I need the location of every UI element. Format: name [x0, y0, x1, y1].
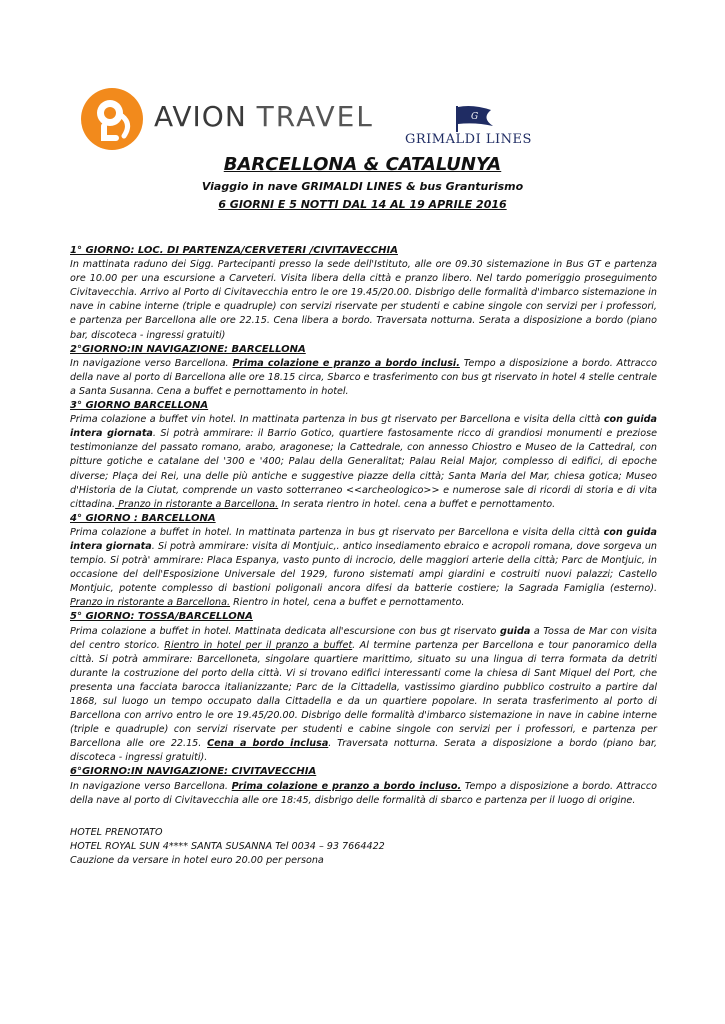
guide-note: con guida intera giornata: [70, 414, 658, 440]
day-description: In mattinata raduno dei Sigg. Partecipanti presso la sede dell'Istituto, alle ore 09.30 sistemazione in Bus GT e partenza ore 10.00 per una escursione a Carveteri. Visita libera della città e pranzo libero. Nel tardo pomeriggio proseguimento Civitavecchia. Arrivo al Porto di Civitavecchia entro le ore 19.45/20.00. Disbrigo delle formalità d'imbarco sistemazione in nave in cabine interne (triple e quadruple) con servizi riservate per studenti e cabine singole con servizi per i professori, e partenza per Barcellona alle ore 22.15. Cena libera a bordo. Traversata notturna. Serata a disposizione a bordo (piano bar, discoteca - ingressi gratuiti): [70, 259, 657, 341]
logo-word-travel: TRAVEL: [256, 100, 374, 133]
day-text: In serata rientro in hotel. cena a buffet e pernottamento.: [278, 498, 556, 510]
day-text: In navigazione verso Barcellona.: [70, 357, 233, 369]
included-meals-note: Prima colazione e pranzo a bordo inclusi.: [232, 357, 460, 369]
day-text: Prima colazione a buffet in hotel. In mattinata partenza in bus gt riservato per Barcellona e visita della città: [70, 526, 604, 538]
hotel-deposit: Cauzione da versare in hotel euro 20.00 per persona: [70, 854, 324, 866]
day-heading: 2°GIORNO:IN NAVIGAZIONE: BARCELLONA: [70, 343, 306, 355]
day-description: [70, 625, 657, 766]
grimaldi-lines-logo: [405, 104, 555, 152]
day-text: . Traversata notturna. Serata a disposizione a bordo (piano bar, discoteca - ingressi gratuiti).: [70, 738, 657, 764]
day-text: Tempo a disposizione a bordo. Attracco della nave al porto di Civitavecchia alle ore 18:45, disbrigo delle formalità di sbarco e partenza per il luogo di origine.: [70, 780, 657, 806]
day-description: [70, 357, 657, 399]
day-text: Tempo a disposizione a bordo. Attracco della nave al porto di Barcellona alle ore 18.15 circa, Sbarco e trasferimento con bus gt riservato in hotel 4 stelle centrale a Santa Susanna. Cena a buffet e pernottamento in hotel.: [70, 357, 657, 397]
hotel-info: [70, 826, 657, 868]
day-description: [70, 413, 657, 512]
day-section: [70, 343, 657, 399]
day-text: Prima colazione a buffet vin hotel. In mattinata partenza in bus gt riservato per Barcellona e visita della città: [70, 414, 604, 426]
hotel-label: HOTEL PRENOTATO: [70, 826, 163, 838]
included-meals-note: Prima colazione e pranzo a bordo incluso.: [231, 780, 462, 792]
page-title: BARCELLONA & CATALUNYA: [223, 154, 502, 175]
day-text: a Tossa de Mar con visita del centro storico.: [70, 625, 658, 651]
day-text: In navigazione verso Barcellona.: [70, 780, 232, 792]
day-text: . Si potrà ammirare: visita di Montjuic,. antico insediamento ebraico e acropoli romana, dove sorgeva un tempio. Si potrà' ammirare: Placa Espanya, vasto punto di incrocio, delle maggiori arterie della città; Parc de Montjuic, in occasione del dell'Esposizione Universale del 1929, furono sistemati ampi giardini e costruiti nuovi palazzi; Castello Montjuic, potente complesso di bastioni poligonali ancora difesi da batterie costiere; la Sagrada Famiglia (esterno).: [70, 540, 657, 595]
day-description: [70, 780, 657, 808]
svg-text:G: G: [471, 112, 479, 122]
avion-travel-logo: [80, 86, 400, 156]
itinerary: [70, 244, 657, 868]
day-text: Prima colazione a buffet in hotel. Mattinata dedicata all'escursione con bus gt riservato: [70, 625, 500, 637]
day-section: [70, 244, 657, 343]
grimaldi-flag-icon: [451, 104, 499, 132]
guide-note: guida: [499, 625, 531, 637]
day-section: [70, 765, 657, 807]
avion-travel-logo-icon: [80, 86, 144, 152]
guide-note: con guida intera giornata: [70, 526, 657, 552]
lunch-note: Pranzo in ristorante a Barcellona.: [70, 597, 231, 609]
day-text: . Si potrà ammirare: il Barrio Gotico, quartiere fastosamente ricco di grandiosi monumenti e preziose testimonianze del passato romano, arabo, aragonese; la Cattedrale, con annesso Chiostro e Museo de la Cattedral, con pitture gotiche e catalane del '300 e '400; Palau della Generalitat; Palau Reial Major, complesso di edifici, di epoche diverse; Plaça dei Rei, una delle più antiche e suggestive piazze della città; Santa Maria del Mar, chiesa gotica; Museo d'Historia de la Ciutat, comprende un vasto sotterraneo <<archeologico>> e numerose sale di ricordi di storia e di vita cittadina.: [70, 428, 657, 510]
logo-word-avion: AVION: [154, 100, 247, 133]
page-subtitle: Viaggio in nave GRIMALDI LINES & bus Granturismo: [201, 180, 524, 193]
lunch-note: Rientro in hotel per il pranzo a buffet: [164, 639, 353, 651]
day-text: . Al termine partenza per Barcellona e tour panoramico della città. Si potrà ammirare: Barcelloneta, singolare quartiere marittimo, situato su una lingua di terra formata da detriti durante la costruzione del porto della città. Vi si trovano edifici interessanti come la chiesa di Sant Miquel del Port, che presenta una facciata barocca italianizzante; Parc de la Cittadella, vastissimo giardino pubblico costruito a partire dal 1868, sul luogo un tempo occupato dalla Cittadella e da un quartiere popolare. In serata trasferimento al porto di Barcellona con arrivo entro le ore 19.45/20.00. Disbrigo delle formalità d'imbarco sistemazione in nave in cabine interne (triple e quadruple) con servizi riservate per studenti e cabine singole con servizi per i professori, e partenza per Barcellona alle ore 22.15.: [70, 639, 657, 750]
day-section: [70, 610, 657, 765]
lunch-note: Pranzo in ristorante a Barcellona.: [115, 498, 279, 510]
day-section: [70, 399, 657, 512]
grimaldi-lines-logo-text: GRIMALDI LINES: [405, 132, 532, 147]
day-heading: 5° GIORNO: TOSSA/BARCELLONA: [70, 611, 253, 623]
dinner-note: Cena a bordo inclusa: [207, 738, 329, 750]
avion-travel-logo-text: [154, 100, 374, 133]
day-heading: 6°GIORNO:IN NAVIGAZIONE: CIVITAVECCHIA: [70, 766, 317, 778]
day-heading: 3° GIORNO BARCELLONA: [70, 400, 209, 412]
trip-dates: 6 GIORNI E 5 NOTTI DAL 14 AL 19 APRILE 2016: [218, 198, 507, 211]
day-text: Rientro in hotel, cena a buffet e pernottamento.: [230, 597, 465, 609]
day-heading: 1° GIORNO: LOC. DI PARTENZA/CERVETERI /CIVITAVECCHIA: [70, 245, 398, 256]
day-heading: 4° GIORNO : BARCELLONA: [70, 512, 216, 524]
day-section: [70, 512, 657, 611]
hotel-name: HOTEL ROYAL SUN 4**** SANTA SUSANNA Tel 0034 – 93 7664422: [70, 840, 385, 852]
day-description: [70, 526, 657, 611]
